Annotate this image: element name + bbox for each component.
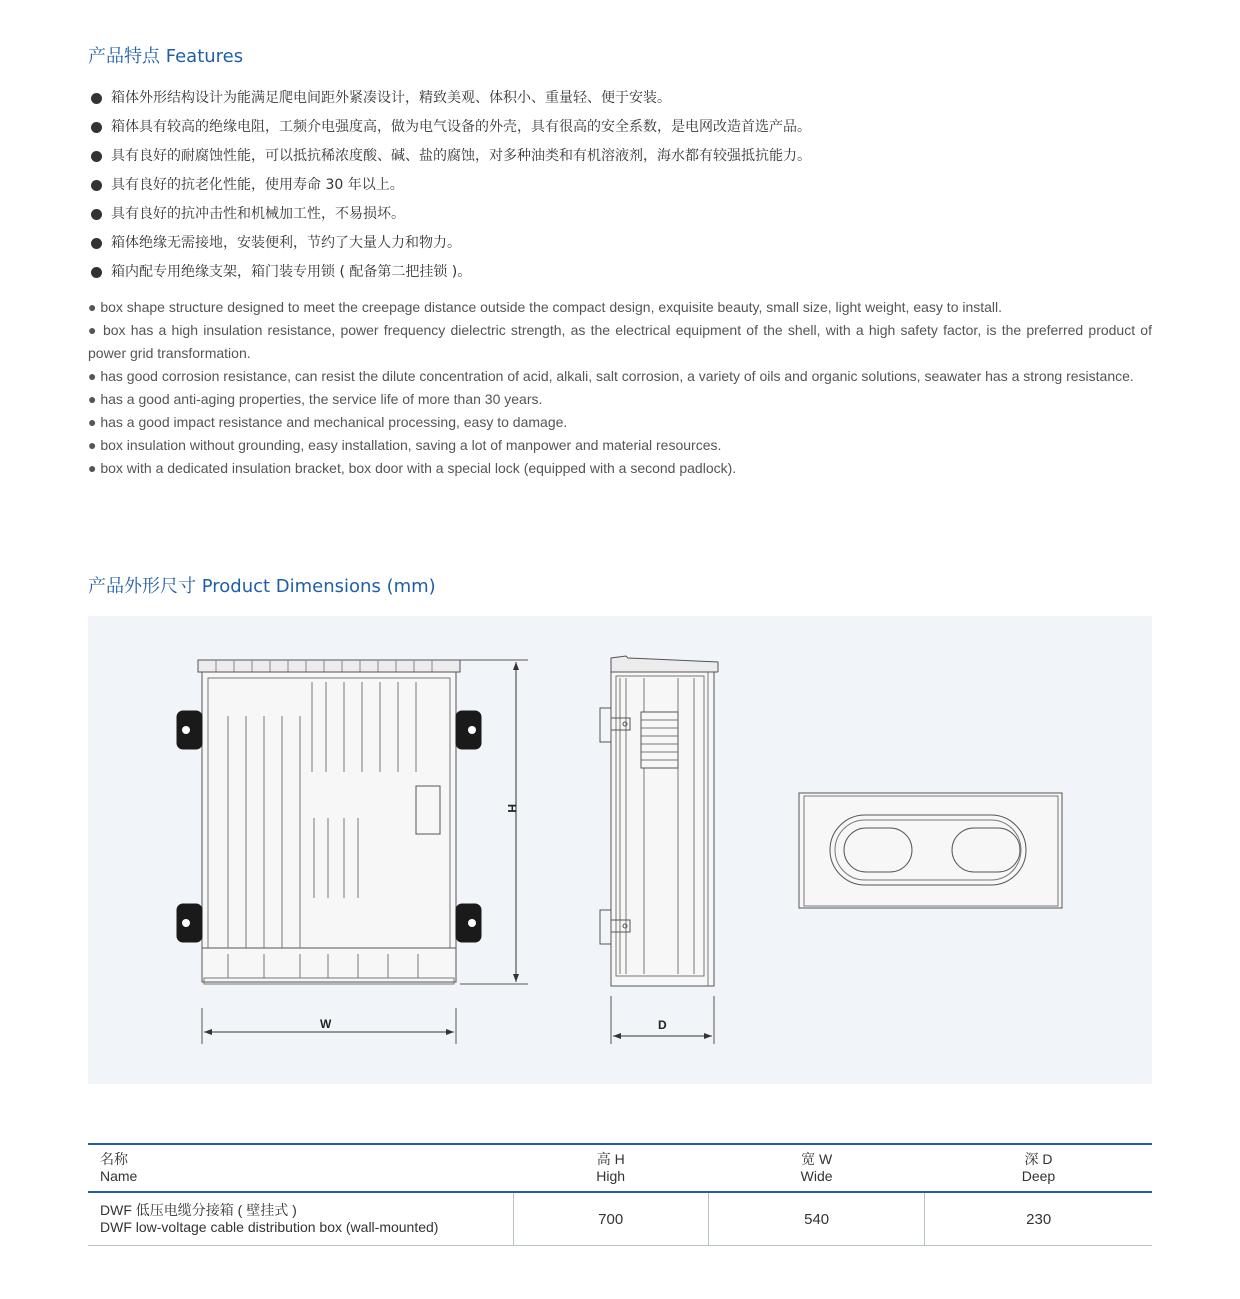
- spec-table: [88, 1143, 1152, 1246]
- list-item: ● has a good anti-aging properties, the service life of more than 30 years.: [88, 391, 543, 407]
- feature-text: 箱体外形结构设计为能满足爬电间距外紧凑设计，精致美观、体积小、重量轻、便于安装。: [111, 90, 671, 106]
- row-high: 700: [513, 1192, 708, 1246]
- list-item: ● has good corrosion resistance, can resist the dilute concentration of acid, alkali, salt corrosion, a variety of oils and organic solutions, seawater has a strong resistance.: [88, 368, 1134, 384]
- bullet-icon: [91, 267, 102, 278]
- bullet-icon: [91, 122, 102, 133]
- list-item: ● box has a high insulation resistance, power frequency dielectric strength, as the electrical equipment of the shell, with a high safety factor, is the preferred product of power grid transformation.: [88, 322, 1152, 361]
- bullet-icon: [91, 238, 102, 249]
- feature-text: 具有良好的抗冲击性和机械加工性，不易损坏。: [111, 206, 405, 222]
- list-item: [88, 229, 1152, 258]
- list-item: [88, 113, 1152, 142]
- bullet-icon: [91, 209, 102, 220]
- list-item: [88, 171, 1152, 200]
- list-item: [88, 258, 1152, 287]
- dimension-drawing: [88, 616, 1152, 1084]
- feature-text: 箱体绝缘无需接地，安装便利，节约了大量人力和物力。: [111, 235, 461, 251]
- table-row: [88, 1192, 1152, 1246]
- feature-text: 箱内配专用绝缘支架，箱门装专用锁 ( 配备第二把挂锁 )。: [111, 264, 472, 280]
- header-wide: 宽 W Wide: [800, 1151, 833, 1184]
- list-item: [88, 142, 1152, 171]
- list-item: ● has a good impact resistance and mechanical processing, easy to damage.: [88, 414, 568, 430]
- list-item: ● box insulation without grounding, easy installation, saving a lot of manpower and material resources.: [88, 437, 722, 453]
- feature-text: 箱体具有较高的绝缘电阻，工频介电强度高，做为电气设备的外壳，具有很高的安全系数，是电网改造首选产品。: [111, 119, 811, 135]
- bottom-view: [799, 793, 1062, 908]
- table-header-row: [88, 1144, 1152, 1192]
- bullet-icon: [91, 93, 102, 104]
- front-view: [177, 660, 528, 1044]
- features-title: 产品特点 Features: [88, 46, 244, 67]
- list-item: ● box with a dedicated insulation bracket, box door with a special lock (equipped with a second padlock).: [88, 460, 737, 476]
- depth-label: D: [658, 1018, 667, 1032]
- header-high: 高 H High: [596, 1151, 626, 1184]
- header-name: 名称 Name: [100, 1151, 138, 1184]
- list-item: [88, 84, 1152, 113]
- feature-text: 具有良好的耐腐蚀性能，可以抵抗稀浓度酸、碱、盐的腐蚀，对多种油类和有机溶液剂，海水都有较强抵抗能力。: [111, 148, 811, 164]
- side-view: [600, 656, 718, 1044]
- row-deep: 230: [1026, 1210, 1052, 1228]
- features-cn-list: [88, 84, 1152, 287]
- dimensions-title: 产品外形尺寸 Product Dimensions (mm): [88, 576, 436, 597]
- header-deep: 深 D Deep: [1021, 1151, 1056, 1184]
- height-label: H: [505, 804, 519, 813]
- feature-text: 具有良好的抗老化性能，使用寿命 30 年以上。: [111, 177, 404, 193]
- row-name: DWF 低压电缆分接箱 ( 壁挂式 ) DWF low-voltage cable distribution box (wall-mounted): [88, 1192, 513, 1246]
- features-en-list: [88, 296, 1152, 480]
- list-item: ● box shape structure designed to meet the creepage distance outside the compact design, exquisite beauty, small size, light weight, easy to install.: [88, 299, 1003, 315]
- dimension-drawing-panel: [88, 616, 1152, 1084]
- list-item: [88, 200, 1152, 229]
- bullet-icon: [91, 151, 102, 162]
- row-wide: 540: [708, 1192, 924, 1246]
- bullet-icon: [91, 180, 102, 191]
- width-label: W: [320, 1017, 332, 1031]
